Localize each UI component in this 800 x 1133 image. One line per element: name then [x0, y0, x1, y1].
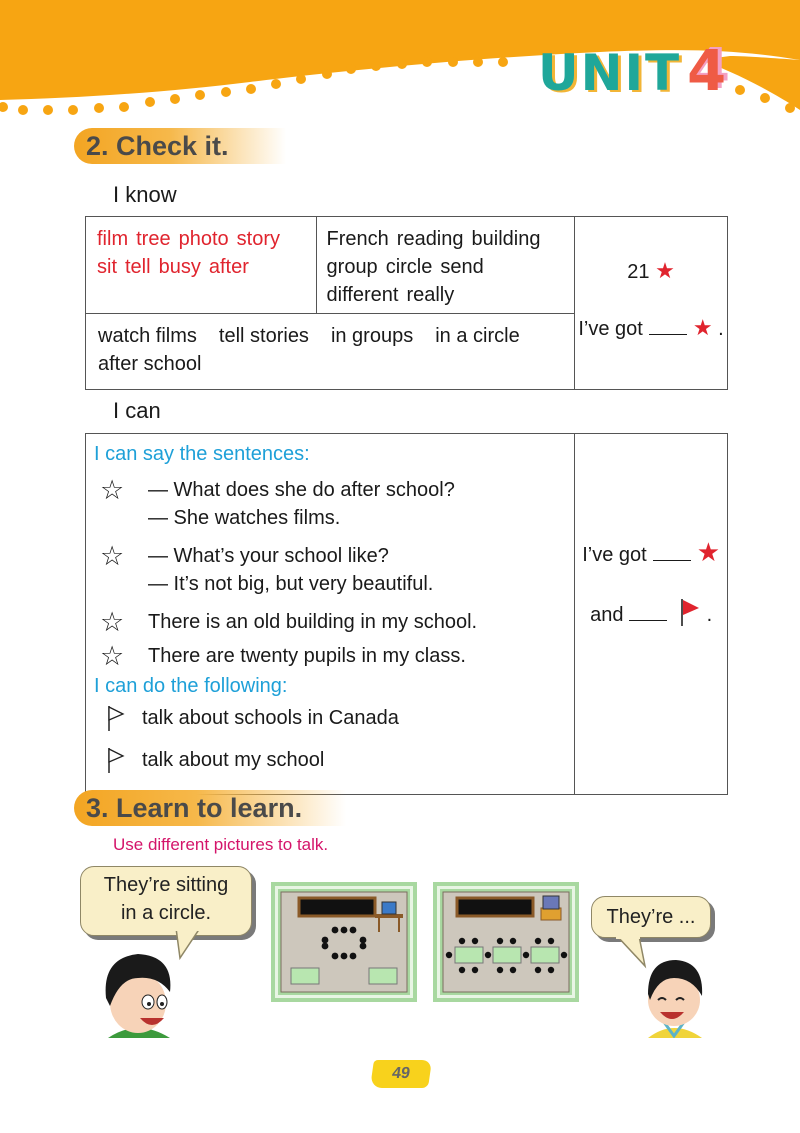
trail-dot: [195, 90, 205, 100]
pupil-dot: [485, 952, 491, 958]
pupil-dot: [561, 952, 567, 958]
vocab-phrase: in groups: [330, 325, 414, 347]
pupil-dot: [446, 952, 452, 958]
boy-left-illustration: [98, 948, 178, 1040]
say-heading: I can say the sentences:: [94, 443, 310, 465]
sentence-line: — What does she do after school?: [148, 479, 455, 501]
group-table: [455, 947, 483, 963]
i-can-content-cell: [86, 434, 575, 795]
i-know-label: I know: [113, 182, 177, 207]
can-score-and: and: [590, 603, 624, 626]
red-word-list: [97, 228, 288, 278]
section-check-title: 2. Check it.: [74, 128, 286, 164]
red-words-cell: [86, 217, 317, 314]
vocab-word: busy: [158, 256, 201, 278]
trail-dot: [785, 103, 795, 113]
vocab-word: building: [471, 228, 541, 250]
vocab-word: group: [326, 256, 378, 278]
section-learn-title: 3. Learn to learn.: [74, 790, 346, 826]
sentence-text: [148, 608, 477, 636]
bubble-left-text: They’re sitting in a circle.: [103, 874, 229, 924]
red-flag-icon: [679, 597, 701, 627]
red-star-icon: ★: [696, 536, 721, 567]
trail-dot: [346, 64, 356, 74]
trail-dot: [735, 85, 745, 95]
pupil-dot: [459, 938, 465, 944]
pupil-dot: [360, 937, 367, 944]
pupil-dot: [341, 953, 348, 960]
sentence-item: [94, 476, 566, 532]
trail-dot: [170, 94, 180, 104]
sentence-line: — She watches films.: [148, 507, 341, 529]
phrases-cell: [86, 314, 575, 390]
vocab-word: sit: [97, 256, 117, 278]
outline-star-icon[interactable]: ☆: [100, 607, 125, 637]
sentence-text: [148, 476, 455, 532]
can-score-prompt: I’ve got: [582, 543, 647, 566]
trail-dot: [18, 105, 28, 115]
pupil-dot: [472, 938, 478, 944]
vocab-word: film: [97, 228, 129, 250]
trail-dot: [296, 74, 306, 84]
vocab-phrase: tell stories: [218, 325, 309, 347]
black-word-list: [327, 228, 549, 306]
pupil-dot: [360, 943, 367, 950]
do-heading: I can do the following:: [94, 675, 288, 697]
red-star-icon: ★: [655, 258, 675, 283]
vocab-phrase: in a circle: [435, 325, 520, 347]
task-item: [94, 746, 566, 782]
total-stars: [576, 257, 726, 286]
trail-dot: [422, 57, 432, 67]
group-table: [531, 947, 559, 963]
unit-number: 4: [687, 39, 729, 104]
trail-dot: [94, 103, 104, 113]
pupil-dot: [523, 952, 529, 958]
sentence-line: — What’s your school like?: [148, 545, 389, 567]
know-score-end: .: [718, 318, 724, 340]
pupil-dot: [535, 967, 541, 973]
outline-star-icon[interactable]: ☆: [100, 475, 125, 505]
vocab-phrase: after school: [98, 353, 202, 375]
trail-dot: [119, 102, 129, 112]
pupil-dot: [497, 938, 503, 944]
pupil-dot: [459, 967, 465, 973]
page-number-text: 49: [390, 1065, 412, 1082]
trail-dot: [221, 87, 231, 97]
vocab-word: after: [208, 256, 249, 278]
vocab-word: really: [406, 284, 455, 306]
trail-dot: [397, 59, 407, 69]
outline-star-icon[interactable]: ☆: [100, 541, 125, 571]
speech-bubble-right: [591, 896, 711, 938]
trail-dot: [498, 57, 508, 67]
unit-title: [538, 39, 729, 104]
task-text: talk about schools in Canada: [142, 707, 399, 729]
know-score-blank[interactable]: [649, 316, 687, 335]
vocab-word: photo: [178, 228, 229, 250]
outline-flag-icon[interactable]: [94, 704, 142, 740]
sentence-text: [148, 542, 433, 598]
know-score-line: [576, 314, 726, 343]
speech-bubble-left: [80, 866, 252, 936]
trail-dot: [322, 69, 332, 79]
i-can-label: I can: [113, 398, 161, 423]
trail-dot: [760, 93, 770, 103]
trail-dot: [448, 57, 458, 67]
sentence-text: [148, 642, 466, 670]
trail-dot: [43, 105, 53, 115]
trail-dot: [271, 79, 281, 89]
know-score-prompt: I’ve got: [578, 318, 643, 340]
sentence-list: [94, 476, 566, 670]
sentence-line: — It’s not big, but very beautiful.: [148, 573, 434, 595]
classroom-groups-picture[interactable]: [433, 882, 579, 1002]
total-stars-value: 21: [627, 261, 650, 283]
pupil-dot: [535, 938, 541, 944]
boy-right-illustration: [640, 956, 708, 1038]
pupil-dot: [322, 937, 329, 944]
can-star-line: [576, 538, 726, 569]
vocab-word: tree: [136, 228, 171, 250]
learn-instruction: Use different pictures to talk.: [113, 835, 329, 854]
trail-dot: [371, 61, 381, 71]
page-number: [370, 1060, 432, 1088]
can-star-blank[interactable]: [653, 542, 691, 561]
task-text: talk about my school: [142, 749, 325, 771]
trail-dot: [0, 102, 8, 112]
i-can-table: [85, 433, 728, 795]
vocab-word: French: [326, 228, 389, 250]
can-score-cell: [575, 434, 728, 795]
pupil-dot: [497, 967, 503, 973]
pupil-dot: [510, 967, 516, 973]
phrase-list: [98, 325, 542, 375]
pupil-dot: [341, 927, 348, 934]
know-score-cell: [575, 217, 728, 390]
trail-dot: [68, 105, 78, 115]
red-star-icon: ★: [692, 315, 713, 340]
trail-dot: [246, 84, 256, 94]
can-flag-blank[interactable]: [629, 602, 667, 621]
sentence-item: [94, 608, 566, 636]
sentence-item: [94, 642, 566, 670]
outline-star-icon[interactable]: ☆: [100, 641, 125, 671]
task-list: [94, 704, 566, 782]
vocab-word: different: [326, 284, 399, 306]
vocab-word: circle: [385, 256, 433, 278]
pupil-dot: [322, 943, 329, 950]
pupil-dot: [472, 967, 478, 973]
can-flag-line: [576, 597, 726, 629]
sentence-line: There are twenty pupils in my class.: [148, 645, 466, 667]
vocab-word: send: [440, 256, 484, 278]
black-words-cell: [316, 217, 575, 314]
pupil-dot: [350, 953, 357, 960]
trail-dot: [145, 97, 155, 107]
vocab-phrase: watch films: [98, 325, 197, 347]
pupil-dot: [350, 927, 357, 934]
vocab-word: reading: [396, 228, 464, 250]
outline-flag-icon[interactable]: [94, 746, 142, 782]
pupil-dot: [548, 938, 554, 944]
bubble-right-text: They’re ...: [606, 906, 696, 928]
group-table: [493, 947, 521, 963]
sentence-item: [94, 542, 566, 598]
can-score-end: .: [706, 603, 713, 626]
vocab-word: tell: [125, 256, 151, 278]
i-know-table: [85, 216, 728, 390]
pupil-dot: [548, 967, 554, 973]
pupil-dot: [332, 927, 339, 934]
classroom-circle-picture[interactable]: [271, 882, 417, 1002]
unit-word: UNIT: [538, 44, 682, 102]
pupil-dot: [510, 938, 516, 944]
pupil-dot: [332, 953, 339, 960]
trail-dot: [473, 57, 483, 67]
sentence-line: There is an old building in my school.: [148, 611, 478, 633]
vocab-word: story: [236, 228, 280, 250]
task-item: [94, 704, 566, 740]
